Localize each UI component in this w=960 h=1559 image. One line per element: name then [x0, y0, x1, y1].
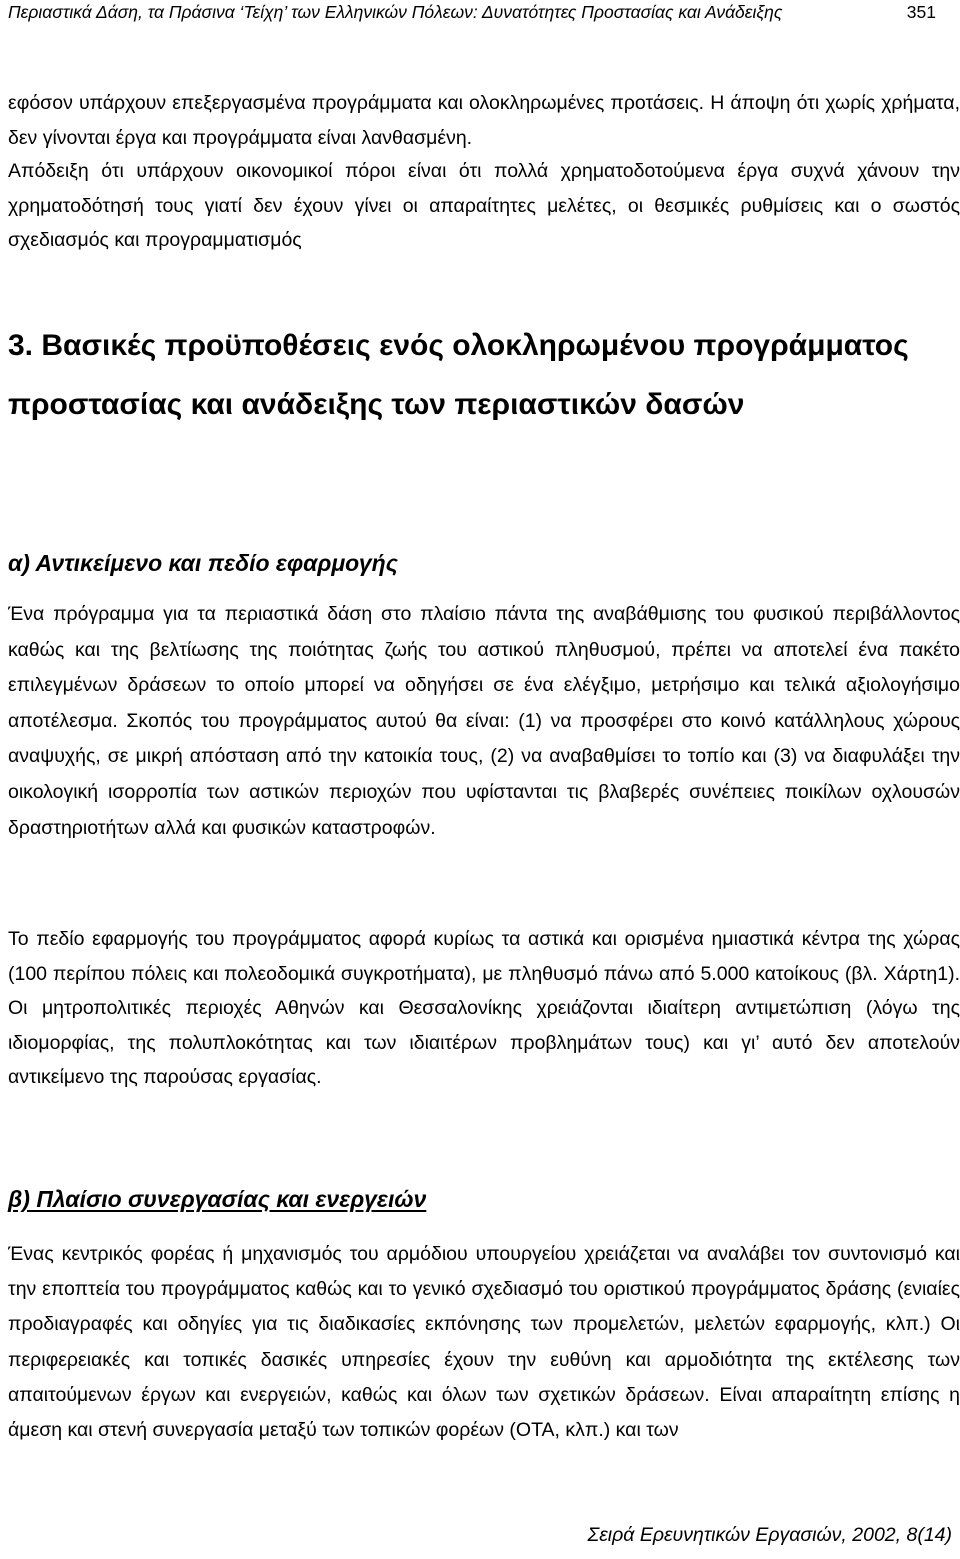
body-paragraph-proof: Απόδειξη ότι υπάρχουν οικονομικοί πόροι είναι ότι πολλά χρηματοδοτούμενα έργα συχνά χάνουν την χρηματοδότησή τους γιατί δεν έχουν γίνει οι απαραίτητες μελέτες, οι θεσμικές ρυθμίσεις και ο σωστός σχεδιασμός και προγραμματισμός — [8, 160, 960, 251]
running-header-title: Περιαστικά Δάση, τα Πράσινα ‘Τείχη’ των Ελληνικών Πόλεων: Δυνατότητες Προστασίας και Ανάδειξης — [8, 2, 783, 22]
section-heading: 3. Βασικές προϋποθέσεις ενός ολοκληρωμένου προγράμματος προστασίας και ανάδειξης των περιαστικών δασών — [8, 329, 909, 421]
subsection-a-paragraph-1: Ένα πρόγραμμα για τα περιαστικά δάση στο πλαίσιο πάντα της αναβάθμισης του φυσικού περιβάλλοντος καθώς και της βελτίωσης της ποιότητας ζωής του αστικού πληθυσμού, πρέπει να αποτελεί ένα πακέτο επιλεγμένων δράσεων το οποίο μπορεί να οδηγήσει σε ένα ελέγξιμο, μετρήσιμο και τελικά αξιολογήσιμο αποτέλεσμα. Σκοπός του προγράμματος αυτού θα είναι: (1) να προσφέρει στο κοινό κατάλληλους χώρους αναψυχής, σε μικρή απόσταση από την κατοικία τους, (2) να αναβαθμίσει το τοπίο και (3) να διαφυλάξει την οικολογική ισορροπία των αστικών περιοχών που υφίστανται τις βλαβερές συνέπειες ποικίλων οχλουσών δραστηριοτήτων αλλά και φυσικών καταστροφών. — [8, 603, 960, 839]
subsection-a-paragraph-2: Το πεδίο εφαρμογής του προγράμματος αφορά κυρίως τα αστικά και ορισμένα ημιαστικά κέντρα της χώρας (100 περίπου πόλεις και πολεοδομικά συγκροτήματα), με πληθυσμό πάνω από 5.000 κατοίκους (βλ. Χάρτη1). Οι μητροπολιτικές περιοχές Αθηνών και Θεσσαλονίκης χρειάζονται ιδιαίτερη αντιμετώπιση (λόγω της ιδιομορφίας, της πολυπλοκότητας και των ιδιαιτέρων προβλημάτων τους) και γι’ αυτό δεν αποτελούν αντικείμενο της παρούσας εργασίας. — [8, 928, 960, 1089]
subsection-heading-b: β) Πλαίσιο συνεργασίας και ενεργειών — [8, 1186, 427, 1212]
running-footer: Σειρά Ερευνητικών Εργασιών, 2002, 8(14) — [587, 1524, 952, 1546]
subsection-heading-a: α) Αντικείμενο και πεδίο εφαρμογής — [8, 550, 398, 576]
running-header — [8, 2, 958, 26]
page-number: 351 — [906, 2, 936, 22]
subsection-b-paragraph-1: Ένας κεντρικός φορέας ή μηχανισμός του αρμόδιου υπουργείου χρειάζεται να αναλάβει τον συντονισμό και την εποπτεία του προγράμματος καθώς και το γενικό σχεδιασμό του οριστικού προγράμματος δράσης (ενιαίες προδιαγραφές και οδηγίες για τις διαδικασίες εκπόνησης των προμελετών, μελετών εφαρμογής, κλπ.) Οι περιφερειακές και τοπικές δασικές υπηρεσίες έχουν την ευθύνη και αρμοδιότητα της εκτέλεσης των απαιτούμενων έργων και ενεργειών, καθώς και όλων των σχετικών δράσεων. Είναι απαραίτητη επίσης η άμεση και στενή συνεργασία μεταξύ των τοπικών φορέων (ΟΤΑ, κλπ.) και των — [8, 1243, 960, 1442]
body-paragraph-continuation: εφόσον υπάρχουν επεξεργασμένα προγράμματα και ολοκληρωμένες προτάσεις. Η άποψη ότι χωρίς χρήματα, δεν γίνονται έργα και προγράμματα είναι λανθασμένη. — [8, 92, 960, 149]
